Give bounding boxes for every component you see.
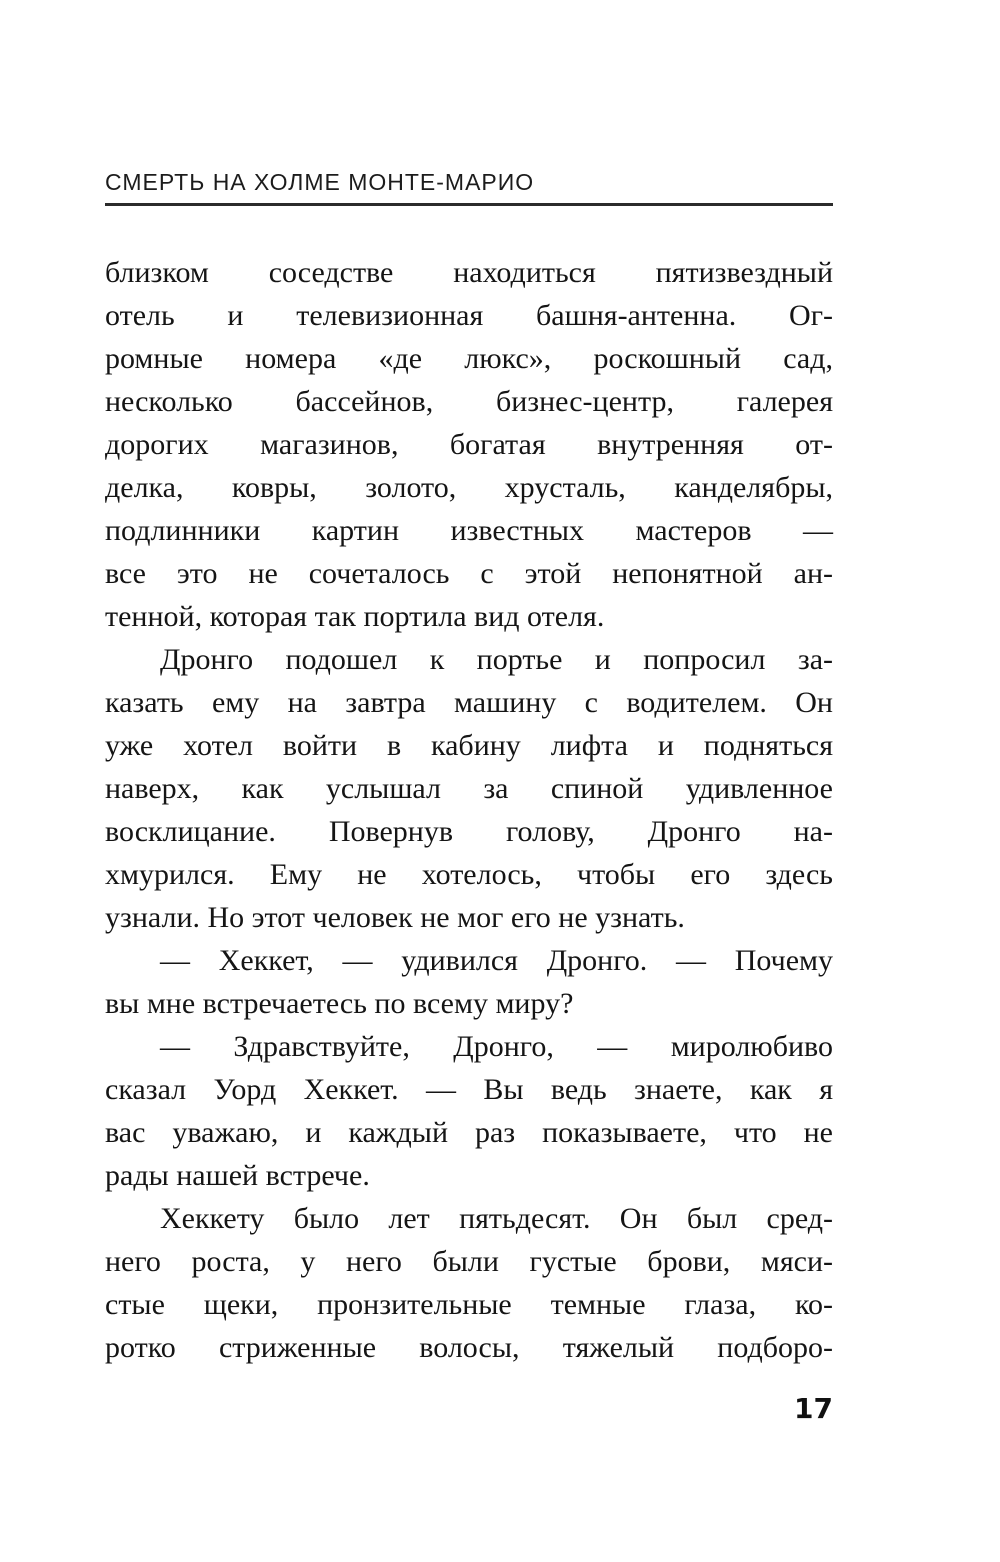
text-line: уже хотел войти в кабину лифта и подняться (105, 729, 833, 762)
text-line: стые щеки, пронзительные темные глаза, ко- (105, 1288, 833, 1321)
text-line: рады нашей встрече. (105, 1159, 370, 1192)
text-line: наверх, как услышал за спиной удивленное (105, 772, 833, 805)
text-line: — Здравствуйте, Дронго, — миролюбиво (160, 1030, 833, 1063)
text-line: подлинники картин известных мастеров — (105, 514, 833, 547)
header-rule (105, 203, 833, 206)
text-line: Дронго подошел к портье и попросил за- (160, 643, 833, 676)
page-content (105, 168, 833, 1425)
text-line: — Хеккет, — удивился Дронго. — Почему (160, 944, 833, 977)
body-text (105, 251, 833, 1369)
text-line: казать ему на завтра машину с водителем. Он (105, 686, 833, 719)
text-line: близком соседстве находиться пятизвездный (105, 256, 833, 289)
text-line: ромные номера «де люкс», роскошный сад, (105, 342, 833, 375)
text-line: тенной, которая так портила вид отеля. (105, 600, 605, 633)
text-line: него роста, у него были густые брови, мяси- (105, 1245, 833, 1278)
text-line: все это не сочеталось с этой непонятной ан- (105, 557, 833, 590)
text-line: узнали. Но этот человек не мог его не узнать. (105, 901, 685, 934)
text-line: делка, ковры, золото, хрусталь, канделябры, (105, 471, 833, 504)
text-line: вы мне встречаетесь по всему миру? (105, 987, 574, 1020)
text-line: восклицание. Повернув голову, Дронго на- (105, 815, 833, 848)
text-line: Хеккету было лет пятьдесят. Он был сред- (160, 1202, 833, 1235)
text-line: сказал Уорд Хеккет. — Вы ведь знаете, как я (105, 1073, 833, 1106)
running-header-title: СМЕРТЬ НА ХОЛМЕ МОНТЕ-МАРИО (105, 169, 535, 195)
text-line: вас уважаю, и каждый раз показываете, что не (105, 1116, 833, 1149)
text-line: хмурился. Ему не хотелось, чтобы его здесь (105, 858, 833, 891)
text-line: несколько бассейнов, бизнес-центр, галерея (105, 385, 833, 418)
text-line: дорогих магазинов, богатая внутренняя от- (105, 428, 833, 461)
page-number: 17 (794, 1392, 833, 1425)
text-line: отель и телевизионная башня-антенна. Ог- (105, 299, 833, 332)
text-line: ротко стриженные волосы, тяжелый подборо- (105, 1331, 833, 1364)
